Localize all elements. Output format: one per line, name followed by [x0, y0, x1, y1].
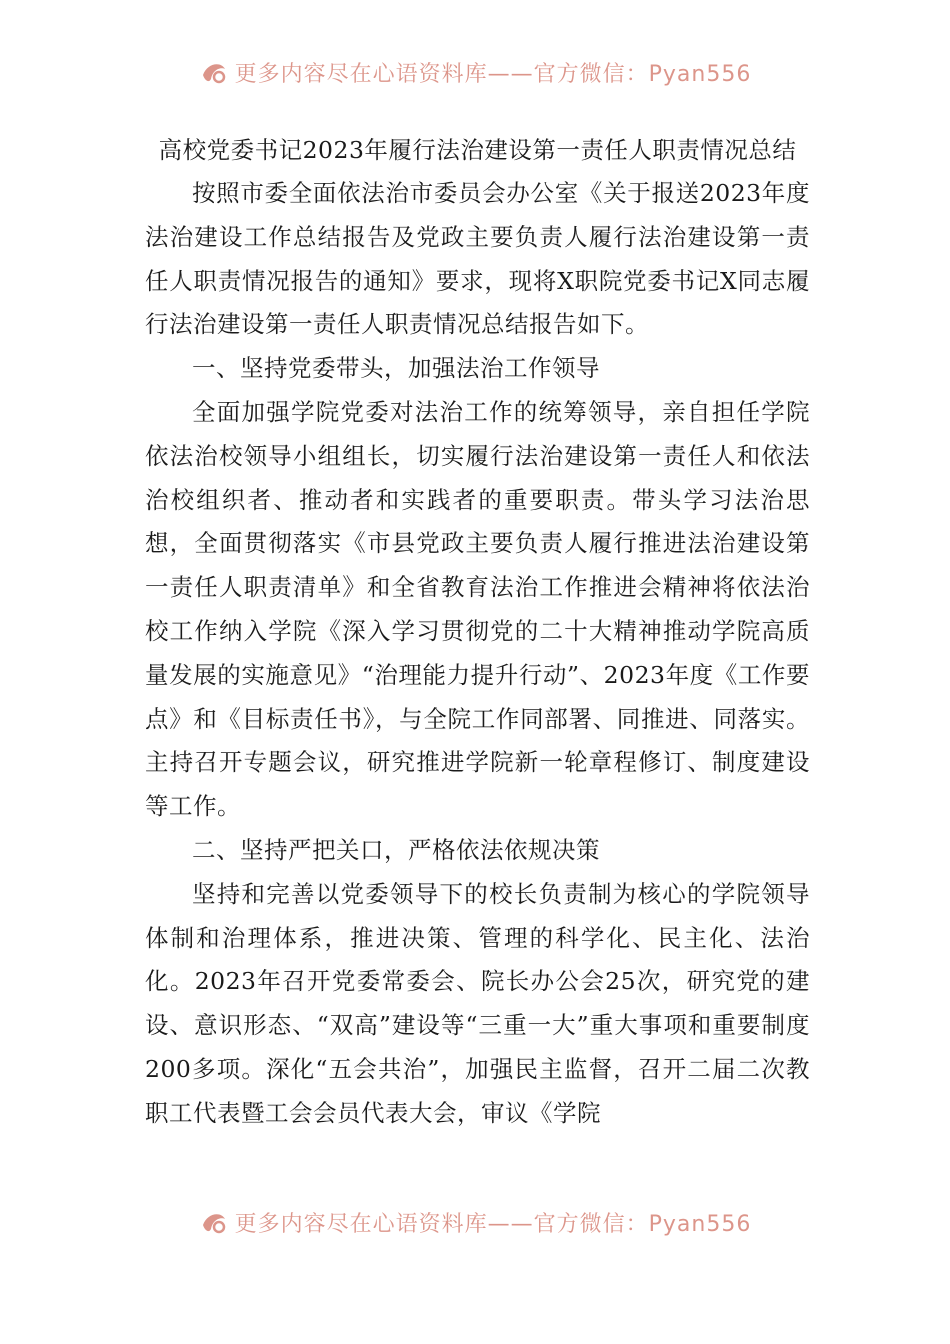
paragraph-section-1: 全面加强学院党委对法治工作的统筹领导，亲自担任学院依法治校领导小组组长，切实履行法治建设第一责任人和依法治校组织者、推动者和实践者的重要职责。带头学习法治思想，全面贯彻落实《市县党政主要负责人履行推进法治建设第一责任人职责清单》和全省教育法治工作推进会精神将依法治校工作纳入学院《深入学习贯彻党的二十大精神推动学院高质量发展的实施意见》“治理能力提升行动”、2023年度《工作要点》和《目标责任书》，与全院工作同部署、同推进、同落实。主持召开专题会议，研究推进学院新一轮章程修订、制度建设等工作。: [145, 397, 810, 821]
paragraph-section-2: 坚持和完善以党委领导下的校长负责制为核心的学院领导体制和治理体系，推进决策、管理的科学化、民主化、法治化。2023年召开党委常委会、院长办公会25次，研究党的建设、意识形态、“双高”建设等“三重一大”重大事项和重要制度200多项。深化“五会共治”，加强民主监督，召开二届二次教职工代表暨工会会员代表大会，审议《学院: [145, 879, 810, 1127]
section-heading-2: 二、坚持严把关口，严格依法依规决策: [192, 835, 600, 864]
document-body: [145, 128, 810, 1136]
watermark-top: [0, 55, 950, 89]
paragraph-intro: 按照市委全面依法治市委员会办公室《关于报送2023年度法治建设工作总结报告及党政主要负责人履行法治建设第一责任人职责情况报告的通知》要求，现将X职院党委书记X同志履行法治建设第一责任人职责情况总结报告如下。: [145, 179, 810, 339]
section-heading-1: 一、坚持党委带头，加强法治工作领导: [192, 354, 600, 383]
watermark-text: 更多内容尽在心语资料库——官方微信：Pyan556: [234, 1211, 752, 1237]
watermark-logo-icon: [199, 57, 229, 87]
watermark-bottom: [0, 1205, 950, 1239]
watermark-logo-icon: [199, 1207, 229, 1237]
document-title: 高校党委书记2023年履行法治建设第一责任人职责情况总结: [158, 136, 797, 164]
watermark-text: 更多内容尽在心语资料库——官方微信：Pyan556: [234, 61, 752, 87]
